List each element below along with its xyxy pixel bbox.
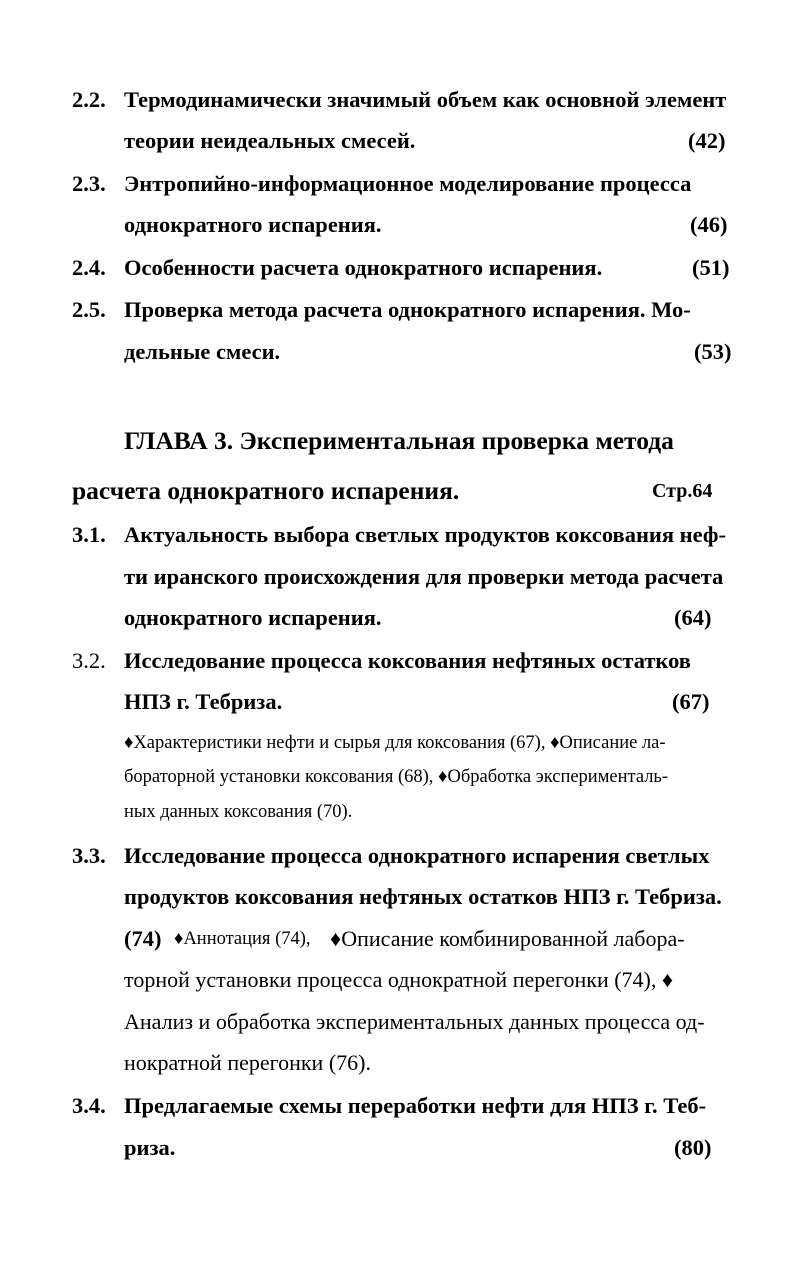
- page-ref: (64): [674, 605, 712, 630]
- chapter-title-line2: расчета однократного испарения.: [72, 476, 460, 505]
- subsection-list-line3: ных данных коксования (70).: [124, 802, 353, 822]
- section-title-line1: Проверка метода расчета однократного испарения. Мо-: [124, 297, 691, 322]
- section-number: 3.2.: [72, 648, 106, 673]
- subsection-list-line2: бораторной установки коксования (68), ♦Обработка эксперименталь-: [124, 767, 669, 787]
- page-ref: (74): [124, 926, 162, 951]
- subsection-list-line3: Анализ и обработка экспериментальных данных процесса од-: [124, 1009, 705, 1034]
- section-title-line1: Особенности расчета однократного испарения.: [124, 255, 603, 280]
- subsection-description: ♦Описание комбинированной лабора-: [330, 926, 685, 951]
- section-title-line1: Предлагаемые схемы переработки нефти для НПЗ г. Теб-: [124, 1093, 707, 1118]
- subsection-list-line2: торной установки процесса однократной перегонки (74), ♦: [124, 967, 674, 992]
- section-number: 2.3.: [72, 171, 106, 196]
- section-title-line2: НПЗ г. Тебриза.: [124, 689, 283, 714]
- section-title-line1: Термодинамически значимый объем как основной элемент: [124, 87, 727, 112]
- section-title-line2: дельные смеси.: [124, 339, 281, 364]
- section-title-line2: ти иранского происхождения для проверки метода расчета: [124, 564, 724, 589]
- section-title-line1: Исследование процесса коксования нефтяных остатков: [124, 648, 691, 673]
- section-title-line2: продуктов коксования нефтяных остатков НПЗ г. Тебриза.: [124, 884, 722, 909]
- page-ref: (46): [690, 212, 728, 237]
- section-title-line2: теории неидеальных смесей.: [124, 128, 416, 153]
- subsection-annotation: ♦Аннотация (74),: [174, 929, 311, 949]
- page-ref: (67): [672, 689, 710, 714]
- section-title-line3: однократного испарения.: [124, 605, 382, 630]
- subsection-list-line4: нократной перегонки (76).: [124, 1050, 371, 1075]
- section-title-line1: Исследование процесса однократного испарения светлых: [124, 843, 710, 868]
- section-number: 2.2.: [72, 87, 106, 112]
- section-title-line1: Актуальность выбора светлых продуктов коксования неф-: [124, 522, 726, 547]
- page-ref: (42): [688, 128, 726, 153]
- chapter-title-line1: ГЛАВА 3. Экспериментальная проверка метода: [124, 426, 674, 455]
- subsection-list-line1: ♦Характеристики нефти и сырья для коксования (67), ♦Описание ла-: [124, 733, 666, 753]
- section-number: 2.4.: [72, 255, 106, 280]
- section-title-line1: Энтропийно-информационное моделирование процесса: [124, 171, 692, 196]
- page-ref: (80): [674, 1135, 712, 1160]
- section-title-line2: риза.: [124, 1135, 176, 1160]
- page-ref: (53): [694, 339, 732, 364]
- chapter-page-ref: Стр.64: [652, 480, 713, 502]
- page-ref: (51): [692, 255, 730, 280]
- section-number: 2.5.: [72, 297, 106, 322]
- section-title-line2: однократного испарения.: [124, 212, 382, 237]
- section-number: 3.1.: [72, 522, 106, 547]
- section-number: 3.4.: [72, 1093, 106, 1118]
- section-number: 3.3.: [72, 843, 106, 868]
